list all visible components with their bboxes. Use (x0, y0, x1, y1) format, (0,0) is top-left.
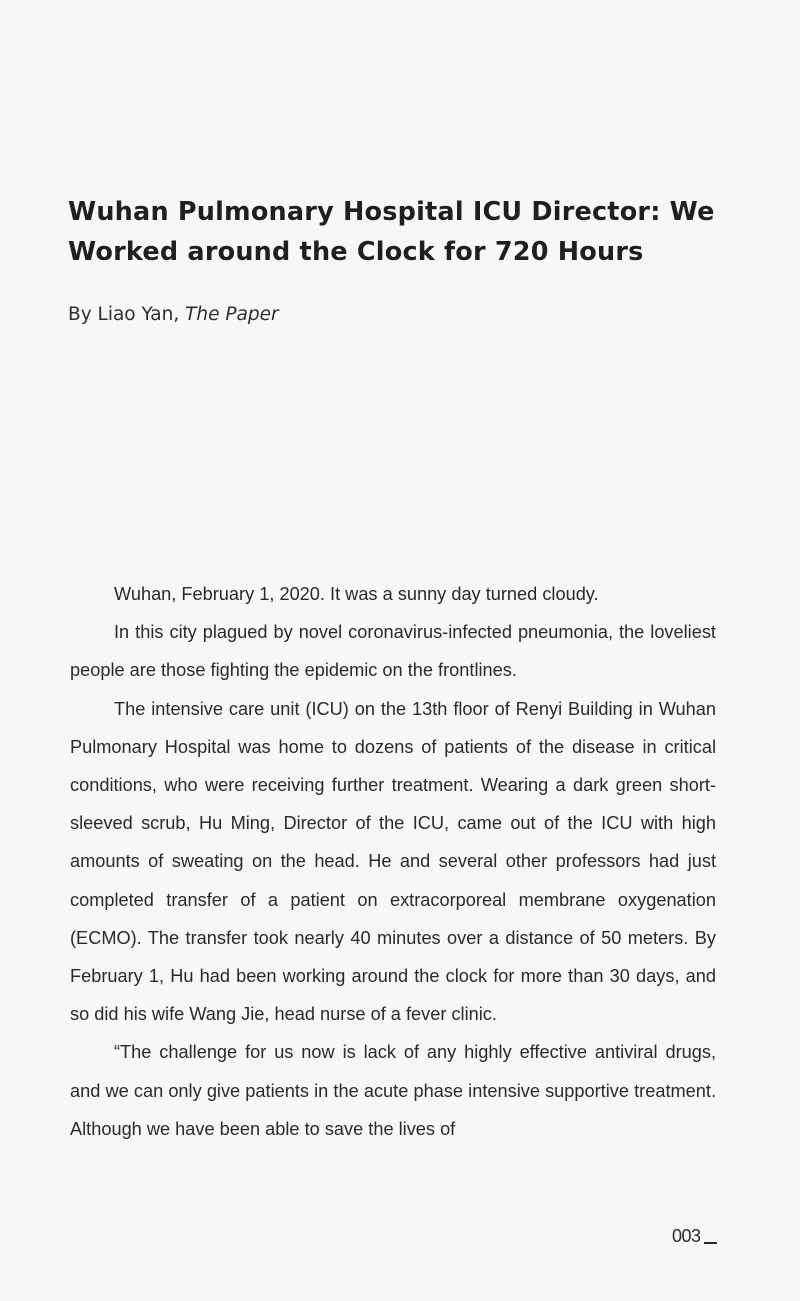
article-body (70, 575, 716, 1148)
byline (68, 302, 279, 328)
body-paragraph: Wuhan, February 1, 2020. It was a sunny day turned cloudy. (114, 584, 599, 604)
byline-publication: The Paper (185, 304, 279, 325)
body-paragraph: The intensive care unit (ICU) on the 13th floor of Renyi Building in Wuhan Pulmonary Hospital was home to dozens of patients of the disease in critical conditions, who were receiving further treatment. Wearing a dark green short-sleeved scrub, Hu Ming, Director of the ICU, came out of the ICU with high amounts of sweating on the head. He and several other professors had just completed transfer of a patient on extracorporeal membrane oxygenation (ECMO). The transfer took nearly 40 minutes over a distance of 50 meters. By February 1, Hu had been working around the clock for more than 30 days, and so did his wife Wang Jie, head nurse of a fever clinic. (70, 698, 716, 1025)
page-number-text: 003 (672, 1226, 701, 1246)
byline-author: By Liao Yan, (68, 304, 180, 325)
body-paragraph: “The challenge for us now is lack of any highly effective antiviral drugs, and we can only give patients in the acute phase intensive supportive treatment. Although we have been able to save the lives of (70, 1042, 716, 1139)
article-title: Wuhan Pulmonary Hospital ICU Director: We Worked around the Clock for 720 Hours (68, 197, 715, 267)
page-number-rule (704, 1242, 717, 1244)
body-paragraph: In this city plagued by novel coronavirus-infected pneumonia, the loveliest people are those fighting the epidemic on the frontlines. (70, 622, 716, 681)
page-number (672, 1226, 717, 1247)
